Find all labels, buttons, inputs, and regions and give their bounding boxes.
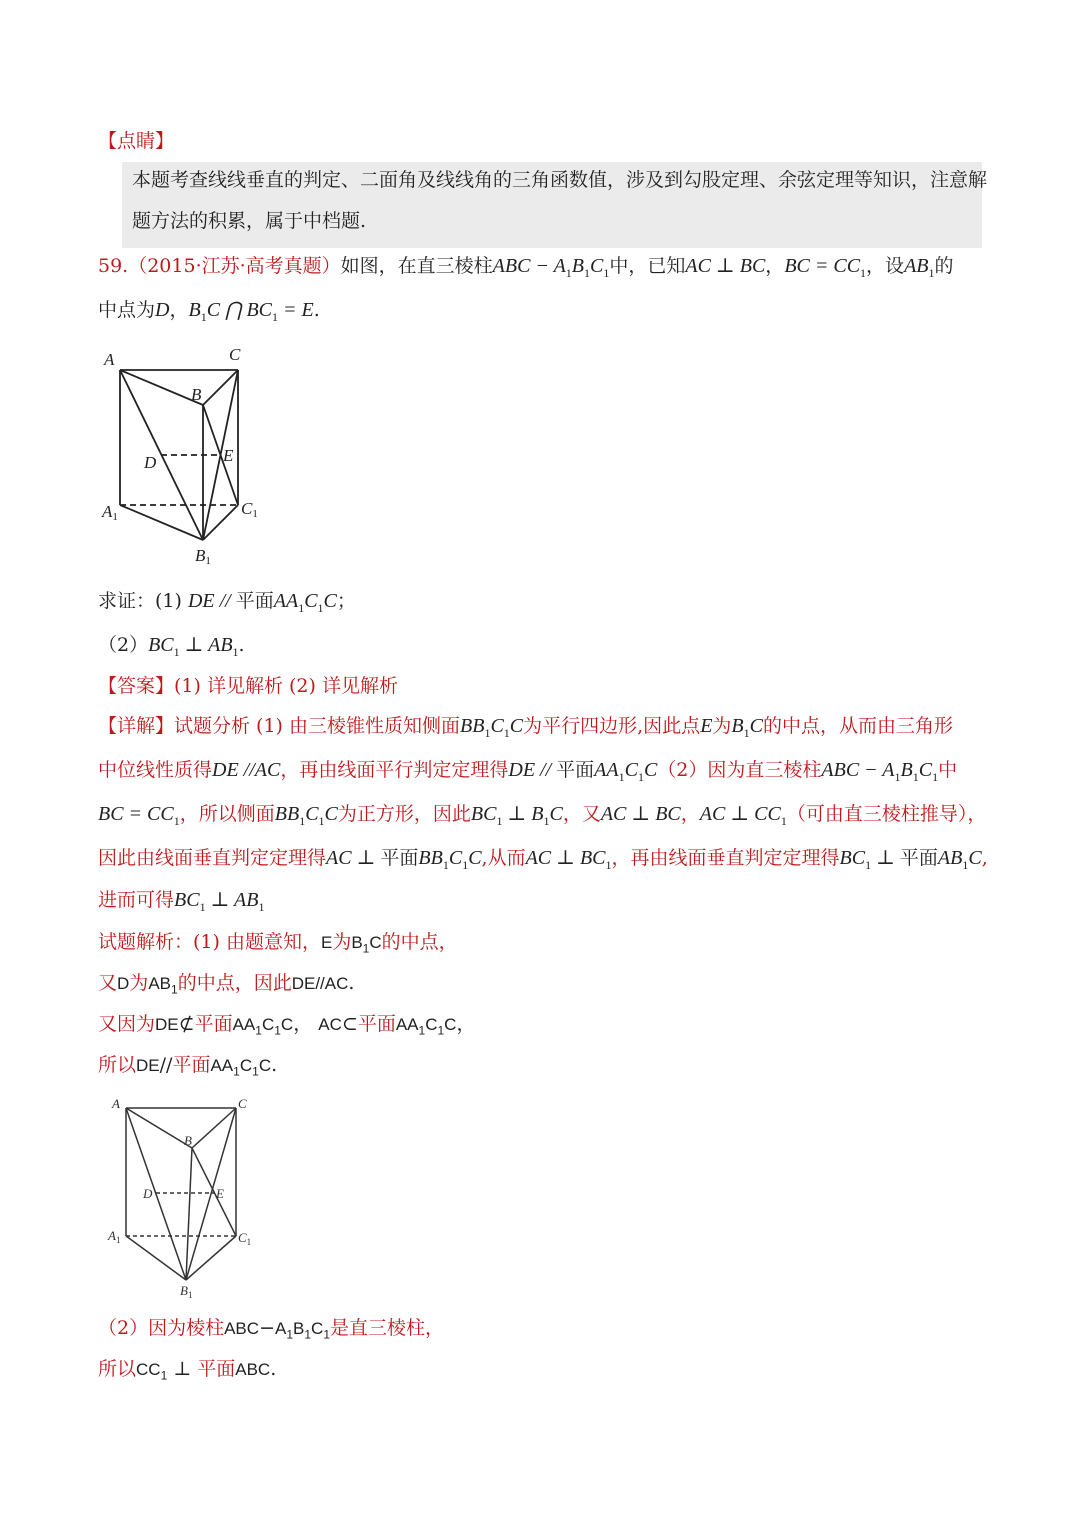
label-e: E [216, 1186, 224, 1201]
edge-cb1 [186, 1108, 236, 1280]
label-c1: C1 [241, 499, 258, 520]
problem-text: 中点为 [98, 299, 156, 321]
label-a: A [112, 1096, 120, 1111]
problem-text: 如图，在直三棱柱 [340, 255, 493, 277]
problem-text: ， [765, 255, 785, 277]
math-prism-2: ABC − $A_1B_1C_1$ [821, 759, 939, 784]
detail-line-3: BC = $CC_1$，所以侧面$BB_1C_1C$为正方形，因此$BC_1$ ⊥ $B_1C$，又AC ⊥ BC，AC ⊥ $CC_1$（可由直三棱柱推导）， [98, 803, 987, 828]
detail-line-5: 进而可得$BC_1$ ⊥ $AB_1$ [98, 889, 265, 914]
label-e: E [223, 446, 234, 465]
label-c: C [229, 345, 241, 364]
solution-line-1: 试题解析：(1) 由题意知，E为$B_1C$的中点， [98, 931, 458, 956]
prism-figure-2 [100, 1092, 270, 1307]
problem-source: （2015·江苏·高考真题） [128, 255, 341, 277]
label-b: B [184, 1133, 192, 1148]
problem-line-1 [98, 253, 954, 279]
prove-q2: （2） [98, 634, 149, 656]
edge-bc1 [192, 1148, 236, 1236]
math-bc1-perp: $BC_1$ ⊥ [839, 847, 900, 872]
edge-a1b1 [126, 1236, 186, 1280]
prove-lead: 求证：(1) [98, 590, 182, 612]
answer-text: (1) 详见解析 (2) 详见解析 [174, 675, 398, 697]
detail-line-1: 【详解】试题分析 (1) 由三棱锥性质知侧面$BB_1C_1C$为平行四边形,因此点E为$B_1C$的中点，从而由三角形 [98, 715, 953, 740]
answer-heading: 【答案】 [98, 675, 175, 697]
math-ac-perp-bc: AC ⊥ BC [685, 255, 766, 277]
label-b1: $B_1$ [180, 1283, 193, 1300]
math-de-par: DE // [187, 590, 236, 612]
answer-line [98, 673, 398, 699]
math-de-par-ac: DE //AC [212, 759, 281, 781]
detail-line-2: 中位线性质得DE //AC，再由线面平行判定定理得DE // 平面$AA_1C_1C(2)$因为直三棱柱ABC − $A_1B_1C_1$中 [98, 759, 958, 784]
label-b1: B1 [195, 546, 211, 567]
problem-text: ， [169, 299, 189, 321]
label-d: D [144, 453, 157, 472]
label-d: D [143, 1186, 153, 1201]
math-ab1c: $AB_1C$ [937, 847, 982, 872]
math-bb1c1c-3: $BB_1C_1C$ [418, 847, 482, 872]
math-bb1c1c: $BB_1C_1C$ [460, 715, 524, 740]
math-prism: ABC − $A_1B_1C_1$ [492, 255, 610, 280]
problem-text: 中，已知 [609, 255, 686, 277]
solution-line-2: 又D为$AB_1$的中点，因此DE//AC. [98, 972, 355, 997]
part2-line-1: （2）因为棱柱$ABC-A_1B_1C_1$是直三棱柱， [98, 1317, 445, 1342]
edge-a1b1 [120, 505, 203, 540]
edge-bc [192, 1108, 236, 1148]
problem-text: ，设 [866, 255, 905, 277]
problem-text: 的 [934, 255, 954, 277]
label-a1: $A_1$ [108, 1228, 121, 1245]
math-ac-perp-bc1: AC ⊥ $BC_1$ [525, 847, 612, 872]
edge-ab1 [126, 1108, 186, 1280]
math-ac-perp-cc1: AC ⊥ $CC_1$ [699, 803, 787, 828]
math-aa1c1c: $AA_1C_1C$ [594, 759, 658, 784]
punct: ； [336, 590, 356, 612]
detail-heading: 【详解】 [98, 715, 175, 737]
math-bb1c1c-2: $BB_1C_1C$ [274, 803, 338, 828]
label-a: A [104, 350, 115, 369]
math-plane-aa1c1c: $AA_1C_1C$ [273, 590, 337, 615]
part2-line-2: 所以$CC_1$ ⊥ 平面ABC. [98, 1358, 277, 1383]
problem-number: 59. [98, 255, 129, 277]
solution-line-4: 所以DE//平面$AA_1C_1C$. [98, 1054, 278, 1079]
dianjing-line-2: 题方法的积累，属于中档题. [132, 210, 367, 232]
edge-b1c1 [186, 1236, 236, 1280]
label-a1: A1 [102, 502, 118, 523]
math-e: E [700, 715, 713, 737]
math-ac-perp-bc: AC ⊥ BC [600, 803, 681, 825]
math-bc1-perp-ab1-2: $BC_1$ ⊥ $AB_1$ [174, 889, 265, 914]
edge-ab [126, 1108, 192, 1148]
label-c: C [238, 1096, 247, 1111]
math-ab1: $AB_1$ [904, 255, 935, 280]
problem-line-2 [98, 297, 320, 323]
detail-line-4: 因此由线面垂直判定定理得AC ⊥ 平面$BB_1C_1C$,从而AC ⊥ $BC_1$，再由线面垂直判定定理得$BC_1$ ⊥ 平面$AB_1C$, [98, 847, 988, 872]
label-b: B [191, 385, 202, 404]
math-bc-eq-cc1: BC = $CC_1$ [784, 255, 867, 280]
math-de-par: DE // [508, 759, 557, 781]
dianjing-heading: 【点睛】 [98, 130, 175, 152]
solution-line-3: 又因为DE⊄平面$AA_1C_1C$， AC⊂平面$AA_1C_1C$， [98, 1013, 476, 1038]
math-intersection: $B_1C$ ⋂ $BC_1 = E$ [188, 299, 314, 324]
prove-line-1 [98, 588, 356, 614]
math-ac-perp: AC ⊥ [326, 847, 381, 869]
math-bc-eq-cc1-2: BC = $CC_1$ [98, 803, 180, 828]
punct: . [238, 634, 245, 656]
period: . [313, 299, 320, 321]
prism-figure-1 [98, 340, 278, 570]
plane-word: 平面 [235, 590, 274, 612]
prove-line-2 [98, 632, 245, 658]
dianjing-line-1: 本题考查线线垂直的判定、二面角及线线角的三角函数值，涉及到勾股定理、余弦定理等知识，注意解 [132, 169, 988, 191]
math-bc1-perp-b1c: $BC_1$ ⊥ $B_1C$ [470, 803, 563, 828]
math-bc1-perp-ab1: $BC_1$ ⊥ $AB_1$ [148, 634, 239, 659]
label-c1: $C_1$ [238, 1230, 252, 1247]
math-b1c: $B_1C$ [731, 715, 763, 740]
math-d: D [155, 299, 170, 321]
